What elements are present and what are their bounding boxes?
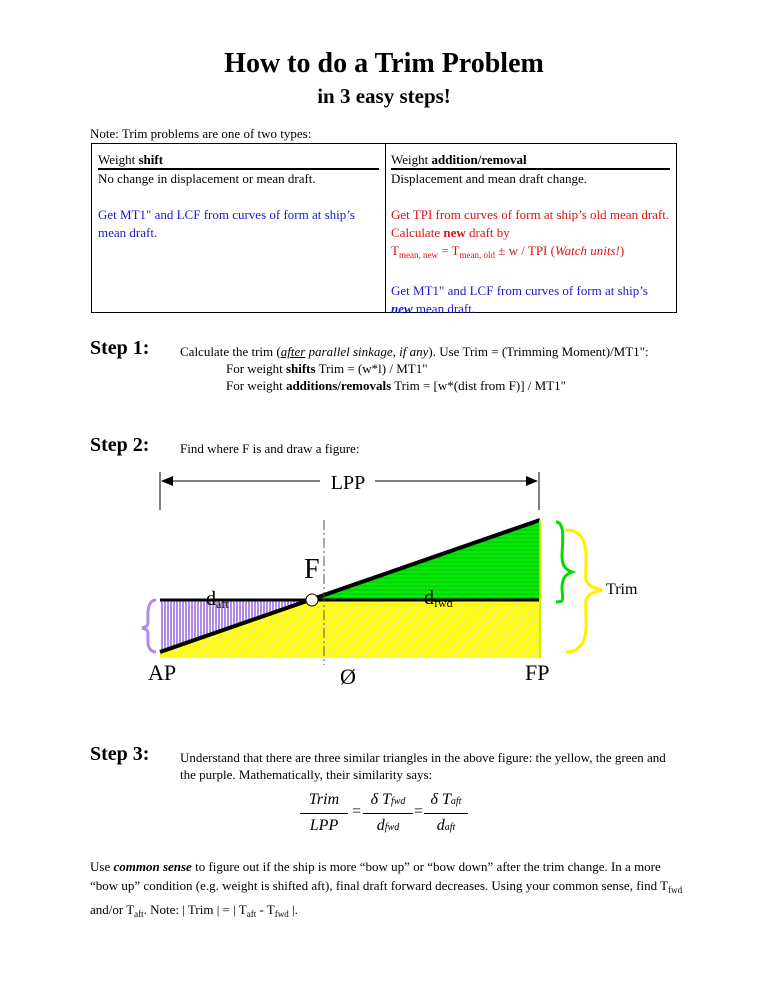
weight-shift-instruction: Get MT1" and LCF from curves of form at ship’s mean draft. [98,207,355,240]
aft-perpendicular-label: AP [148,660,177,685]
step1-label: Step 1: [90,337,150,359]
page-subtitle: in 3 easy steps! [317,84,451,108]
step2-label: Step 2: [90,434,150,456]
weight-shift-header: Weight shift [98,151,379,170]
page-title: How to do a Trim Problem [224,48,544,79]
forward-perpendicular-label: FP [525,660,550,685]
mean-draft-formula: $T_{mean, new} = T_{mean, old} \pm w$ / TPI (Watch units!) [391,243,625,260]
aft-brace [142,600,156,652]
trim-brace-large [566,530,602,652]
flotation-center-label: F [304,554,320,585]
step3-label: Step 3: [90,743,150,765]
lpp-label: LPP [330,472,366,494]
shift-formula: For weight shifts Trim = (w*l) / MT1" [226,361,428,376]
intro-note: Note: Trim problems are one of two types: [90,126,312,141]
weight-shift-description: No change in displacement or mean draft. [98,171,316,186]
step3-text: Understand that there are three similar triangles in the above figure: the yellow, the green and the purple. Mathematically, their similarity says: [180,750,666,782]
trim-types-table [91,143,677,316]
trim-label: Trim [606,581,638,598]
weight-shift-column [92,144,386,312]
trim-figure [0,460,768,700]
step2-text: Find where F is and draw a figure: [180,441,360,456]
trim-brace-small [556,522,572,602]
weight-addition-description: Displacement and mean draft change. [391,171,587,186]
weight-addition-tpi-instruction: Get TPI from curves of form at ship’s old mean draft. Calculate new draft by [391,207,670,240]
weight-addition-header: Weight addition/removal [391,151,670,170]
d-aft-label: daft [206,588,229,611]
weight-addition-mt1-instruction: Get MT1" and LCF from curves of form at ship’s new mean draft. [391,283,648,316]
step1-text: Calculate the trim (after parallel sinkage, if any). Use Trim = (Trimming Moment)/MT1": For weight shifts Trim = (w*l) / MT1" For weight additions/removals Trim = [w*(dist from F)] / MT1" [180,344,649,393]
flotation-center-point [306,594,318,606]
weight-addition-column [385,144,676,316]
midship-symbol: Ø [340,664,356,689]
addition-formula: For weight additions/removals Trim = [w*(dist from F)] / MT1" [226,378,566,393]
conclusion-paragraph: Use common sense to figure out if the ship is more “bow up” or “bow down” after the trim change. In a more “bow up” condition (e.g. weight is shifted aft), final draft forward decreases. Using your common sense, find $T_{fwd}$ and/or $T_{aft}$. Note: | Trim | = | $T_{aft} - T_{fwd}$ |. [90,859,683,919]
d-fwd-label: dfwd [424,587,453,610]
